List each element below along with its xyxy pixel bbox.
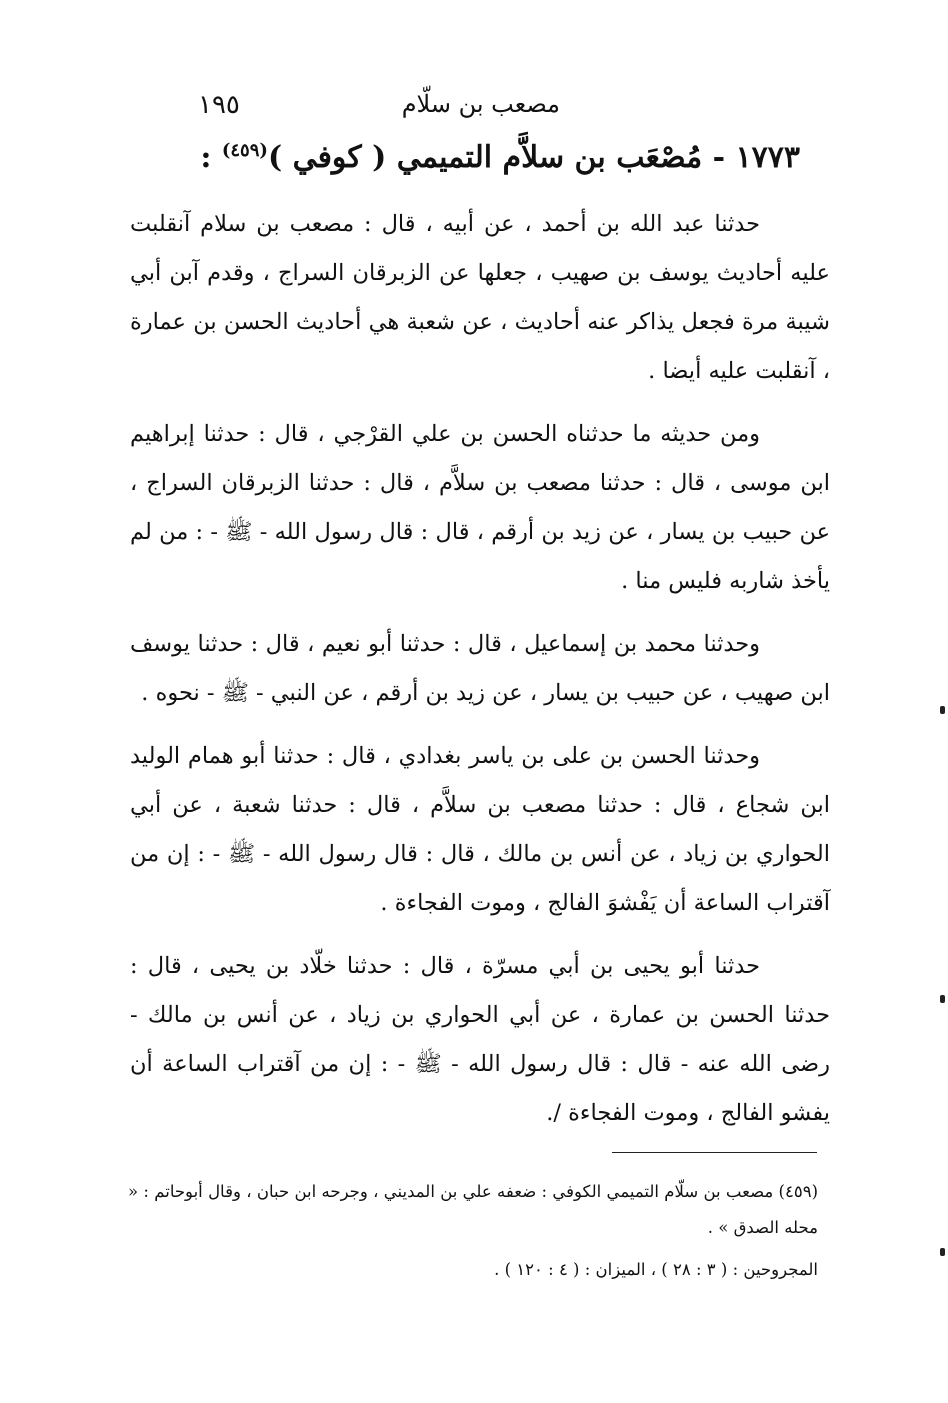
entry-title-text: ١٧٧٣ - مُصْعَب بن سلاَّم التميمي ( كوفي ) (267, 140, 800, 175)
running-title: مصعب بن سلّام (401, 90, 560, 118)
running-header (130, 84, 830, 128)
body-text (130, 200, 830, 1152)
paragraph: وحدثنا الحسن بن على بن ياسر بغدادي ، قال : حدثنا أبو همام الوليد ابن شجاع ، قال : حدثنا مصعب بن سلاَّم ، قال : حدثنا شعبة ، عن أبي الحواري بن زياد ، عن أنس بن مالك ، قال : قال رسول الله - ﷺ - : إن من آقتراب الساعة أن يَفْشوَ الفالج ، وموت الفجاءة . (130, 743, 830, 916)
page-number: ١٩٥ (198, 90, 240, 120)
paragraph: وحدثنا محمد بن إسماعيل ، قال : حدثنا أبو نعيم ، قال : حدثنا يوسف ابن صهيب ، عن حبيب بن يسار ، عن زيد بن أرقم ، عن النبي - ﷺ - نحوه . (130, 631, 830, 706)
footnote-reference: (٤٥٩) (221, 140, 268, 161)
footnote-divider (612, 1152, 817, 1153)
entry-title (200, 140, 800, 175)
paragraph: حدثنا أبو يحيى بن أبي مسرّة ، قال : حدثنا خلّاد بن يحيى ، قال : حدثنا الحسن بن عمارة ، عن أبي الحواري بن زياد ، عن أنس بن مالك - رضى الله عنه - قال : قال رسول الله - ﷺ - : إن من آقتراب الساعة أن يفشو الفالج ، وموت الفجاءة /. (130, 953, 830, 1126)
entry-title-colon: : (200, 140, 222, 175)
footnotes (128, 1174, 818, 1294)
footnote: (٤٥٩) مصعب بن سلّام التميمي الكوفي : ضعفه علي بن المديني ، وجرحه ابن حبان ، وقال أبوحاتم : « محله الصدق » . (128, 1182, 818, 1237)
paragraph: حدثنا عبد الله بن أحمد ، عن أبيه ، قال : مصعب بن سلام آنقلبت عليه أحاديث يوسف بن صهيب ، جعلها عن الزبرقان السراج ، وقدم آبن أبي شيبة مرة فجعل يذاكر عنه أحاديث ، عن شعبة هي أحاديث الحسن بن عمارة ، آنقلبت عليه أيضا . (130, 211, 830, 384)
footnote-sources: المجروحين : ( ٣ : ٢٨ ) ، الميزان : ( ٤ : ١٢٠ ) . (494, 1260, 818, 1279)
scan-margin-mark (940, 706, 945, 714)
paragraph: ومن حديثه ما حدثناه الحسن بن علي القرْجي ، قال : حدثنا إبراهيم ابن موسى ، قال : حدثنا مصعب بن سلاَّم ، قال : حدثنا الزبرقان السراج ، عن حبيب بن يسار ، عن زيد بن أرقم ، قال : قال رسول الله - ﷺ - : من لم يأخذ شاربه فليس منا . (130, 421, 830, 594)
scan-margin-mark (940, 1248, 945, 1256)
scan-margin-mark (940, 995, 945, 1003)
